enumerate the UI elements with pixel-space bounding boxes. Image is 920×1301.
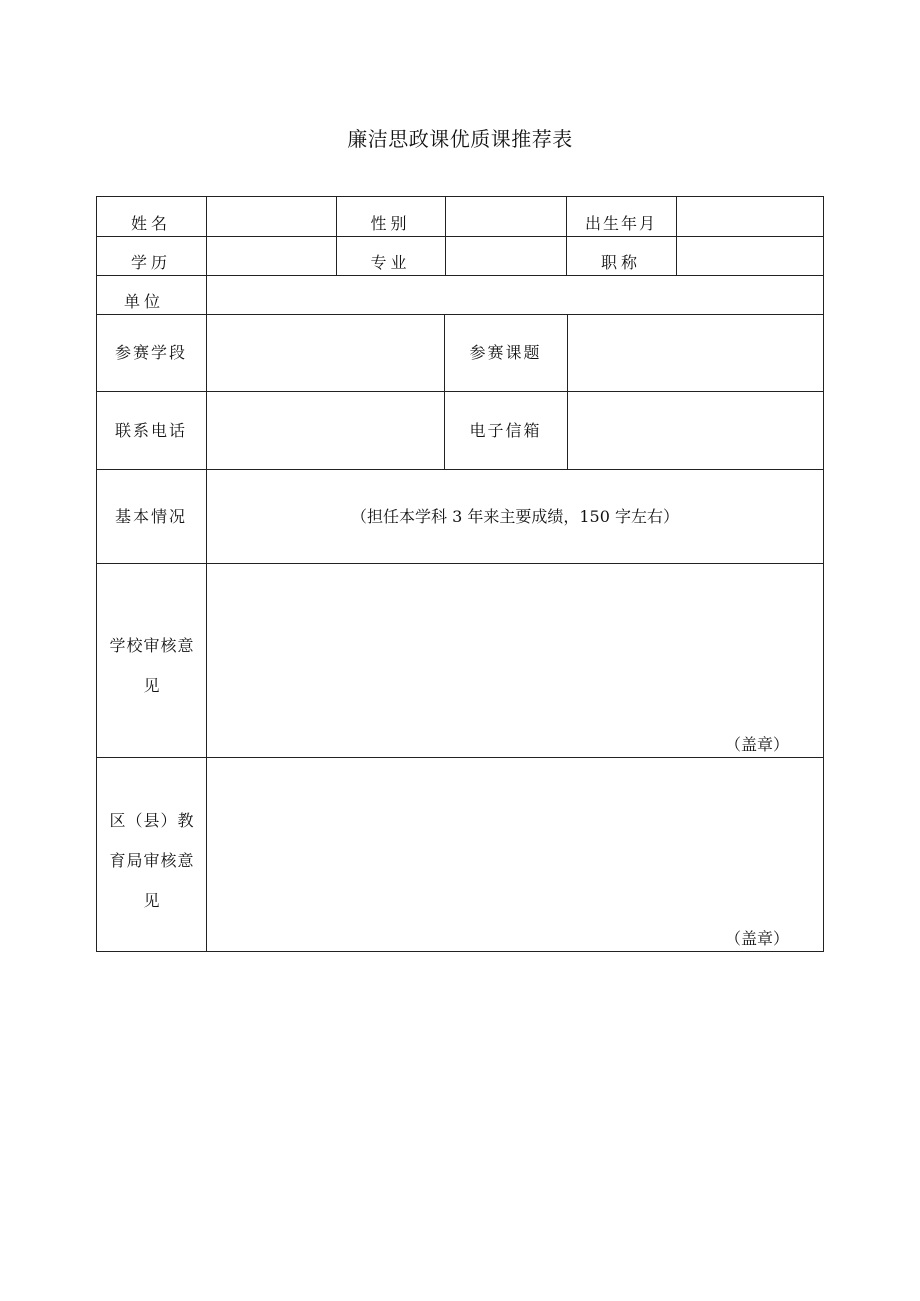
table-rule	[206, 196, 207, 952]
school-seal-note: （盖章）	[725, 735, 790, 754]
label-district-review: 区（县）教育局审核意见	[109, 811, 195, 910]
district-seal-note: （盖章）	[725, 929, 790, 948]
table-rule	[444, 314, 445, 470]
table-rule	[96, 196, 97, 952]
table-rule	[567, 314, 568, 470]
label-email: 电子信箱	[469, 421, 542, 440]
label-birth: 出生年月	[584, 214, 657, 233]
table-rule	[676, 196, 677, 276]
label-phone: 联系电话	[114, 421, 187, 440]
label-job-title: 职称	[600, 253, 641, 272]
table-rule	[823, 196, 824, 952]
label-stage: 参赛学段	[114, 343, 187, 362]
label-school-review: 学校审核意见	[109, 636, 195, 695]
page-title: 廉洁思政课优质课推荐表	[347, 127, 573, 151]
table-rule	[445, 196, 446, 276]
label-education: 学历	[130, 253, 171, 272]
label-major: 专业	[370, 253, 411, 272]
label-name: 姓名	[130, 214, 171, 233]
basic-info-hint: （担任本学科 3 年来主要成绩，150 字左右）	[351, 507, 679, 526]
label-topic: 参赛课题	[469, 343, 542, 362]
label-basic-info: 基本情况	[114, 507, 187, 526]
label-unit: 单位	[124, 292, 165, 311]
label-gender: 性别	[370, 214, 411, 233]
